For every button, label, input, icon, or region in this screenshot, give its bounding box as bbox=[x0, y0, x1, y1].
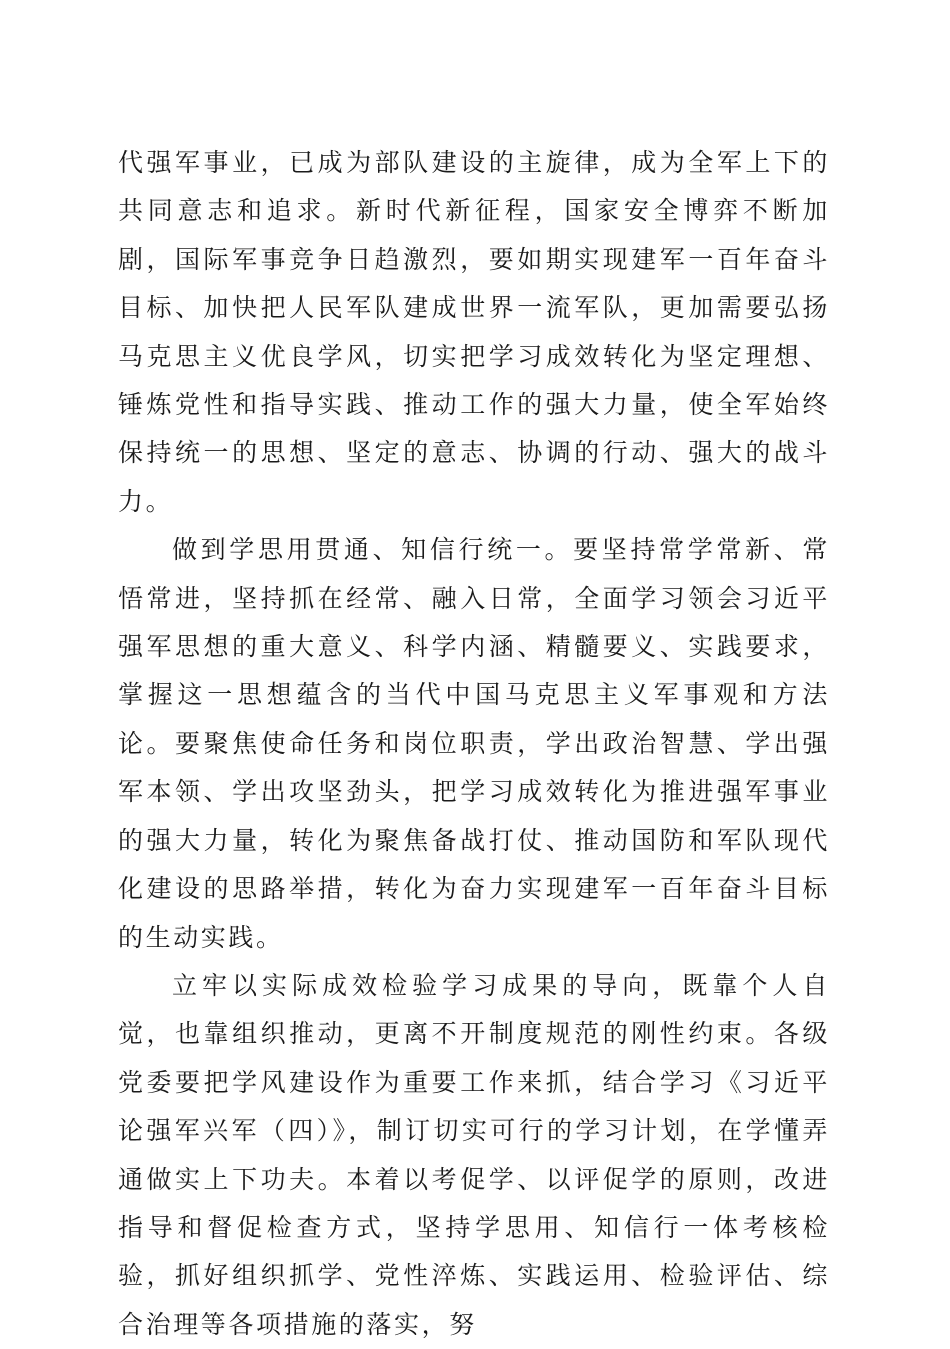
paragraph-3: 立牢以实际成效检验学习成果的导向，既靠个人自觉，也靠组织推动，更离不开制度规范的刚性约束。各级党委要把学风建设作为重要工作来抓，结合学习《习近平论强军兴军（四）》，制订切实可行的学习计划，在学懂弄通做实上下功夫。本着以考促学、以评促学的原则，改进指导和督促检查方式，坚持学思用、知信行一体考核检验，抓好组织抓学、党性淬炼、实践运用、检验评估、综合治理等各项措施的落实，努 bbox=[118, 970, 830, 1339]
paragraph-1: 代强军事业，已成为部队建设的主旋律，成为全军上下的共同意志和追求。新时代新征程，国家安全博弈不断加剧，国际军事竞争日趋激烈，要如期实现建军一百年奋斗目标、加快把人民军队建成世界一流军队，更加需要弘扬马克思主义优良学风，切实把学习成效转化为坚定理想、锤炼党性和指导实践、推动工作的强大力量，使全军始终保持统一的思想、坚定的意志、协调的行动、强大的战斗力。 bbox=[118, 148, 830, 516]
paragraph-2: 做到学思用贯通、知信行统一。要坚持常学常新、常悟常进，坚持抓在经常、融入日常，全面学习领会习近平强军思想的重大意义、科学内涵、精髓要义、实践要求，掌握这一思想蕴含的当代中国马克思主义军事观和方法论。要聚焦使命任务和岗位职责，学出政治智慧、学出强军本领、学出攻坚劲头，把学习成效转化为推进强军事业的强大力量，转化为聚焦备战打仗、推动国防和军队现代化建设的思路举措，转化为奋力实现建军一百年奋斗目标的生动实践。 bbox=[118, 535, 830, 952]
document-body bbox=[118, 139, 830, 1349]
